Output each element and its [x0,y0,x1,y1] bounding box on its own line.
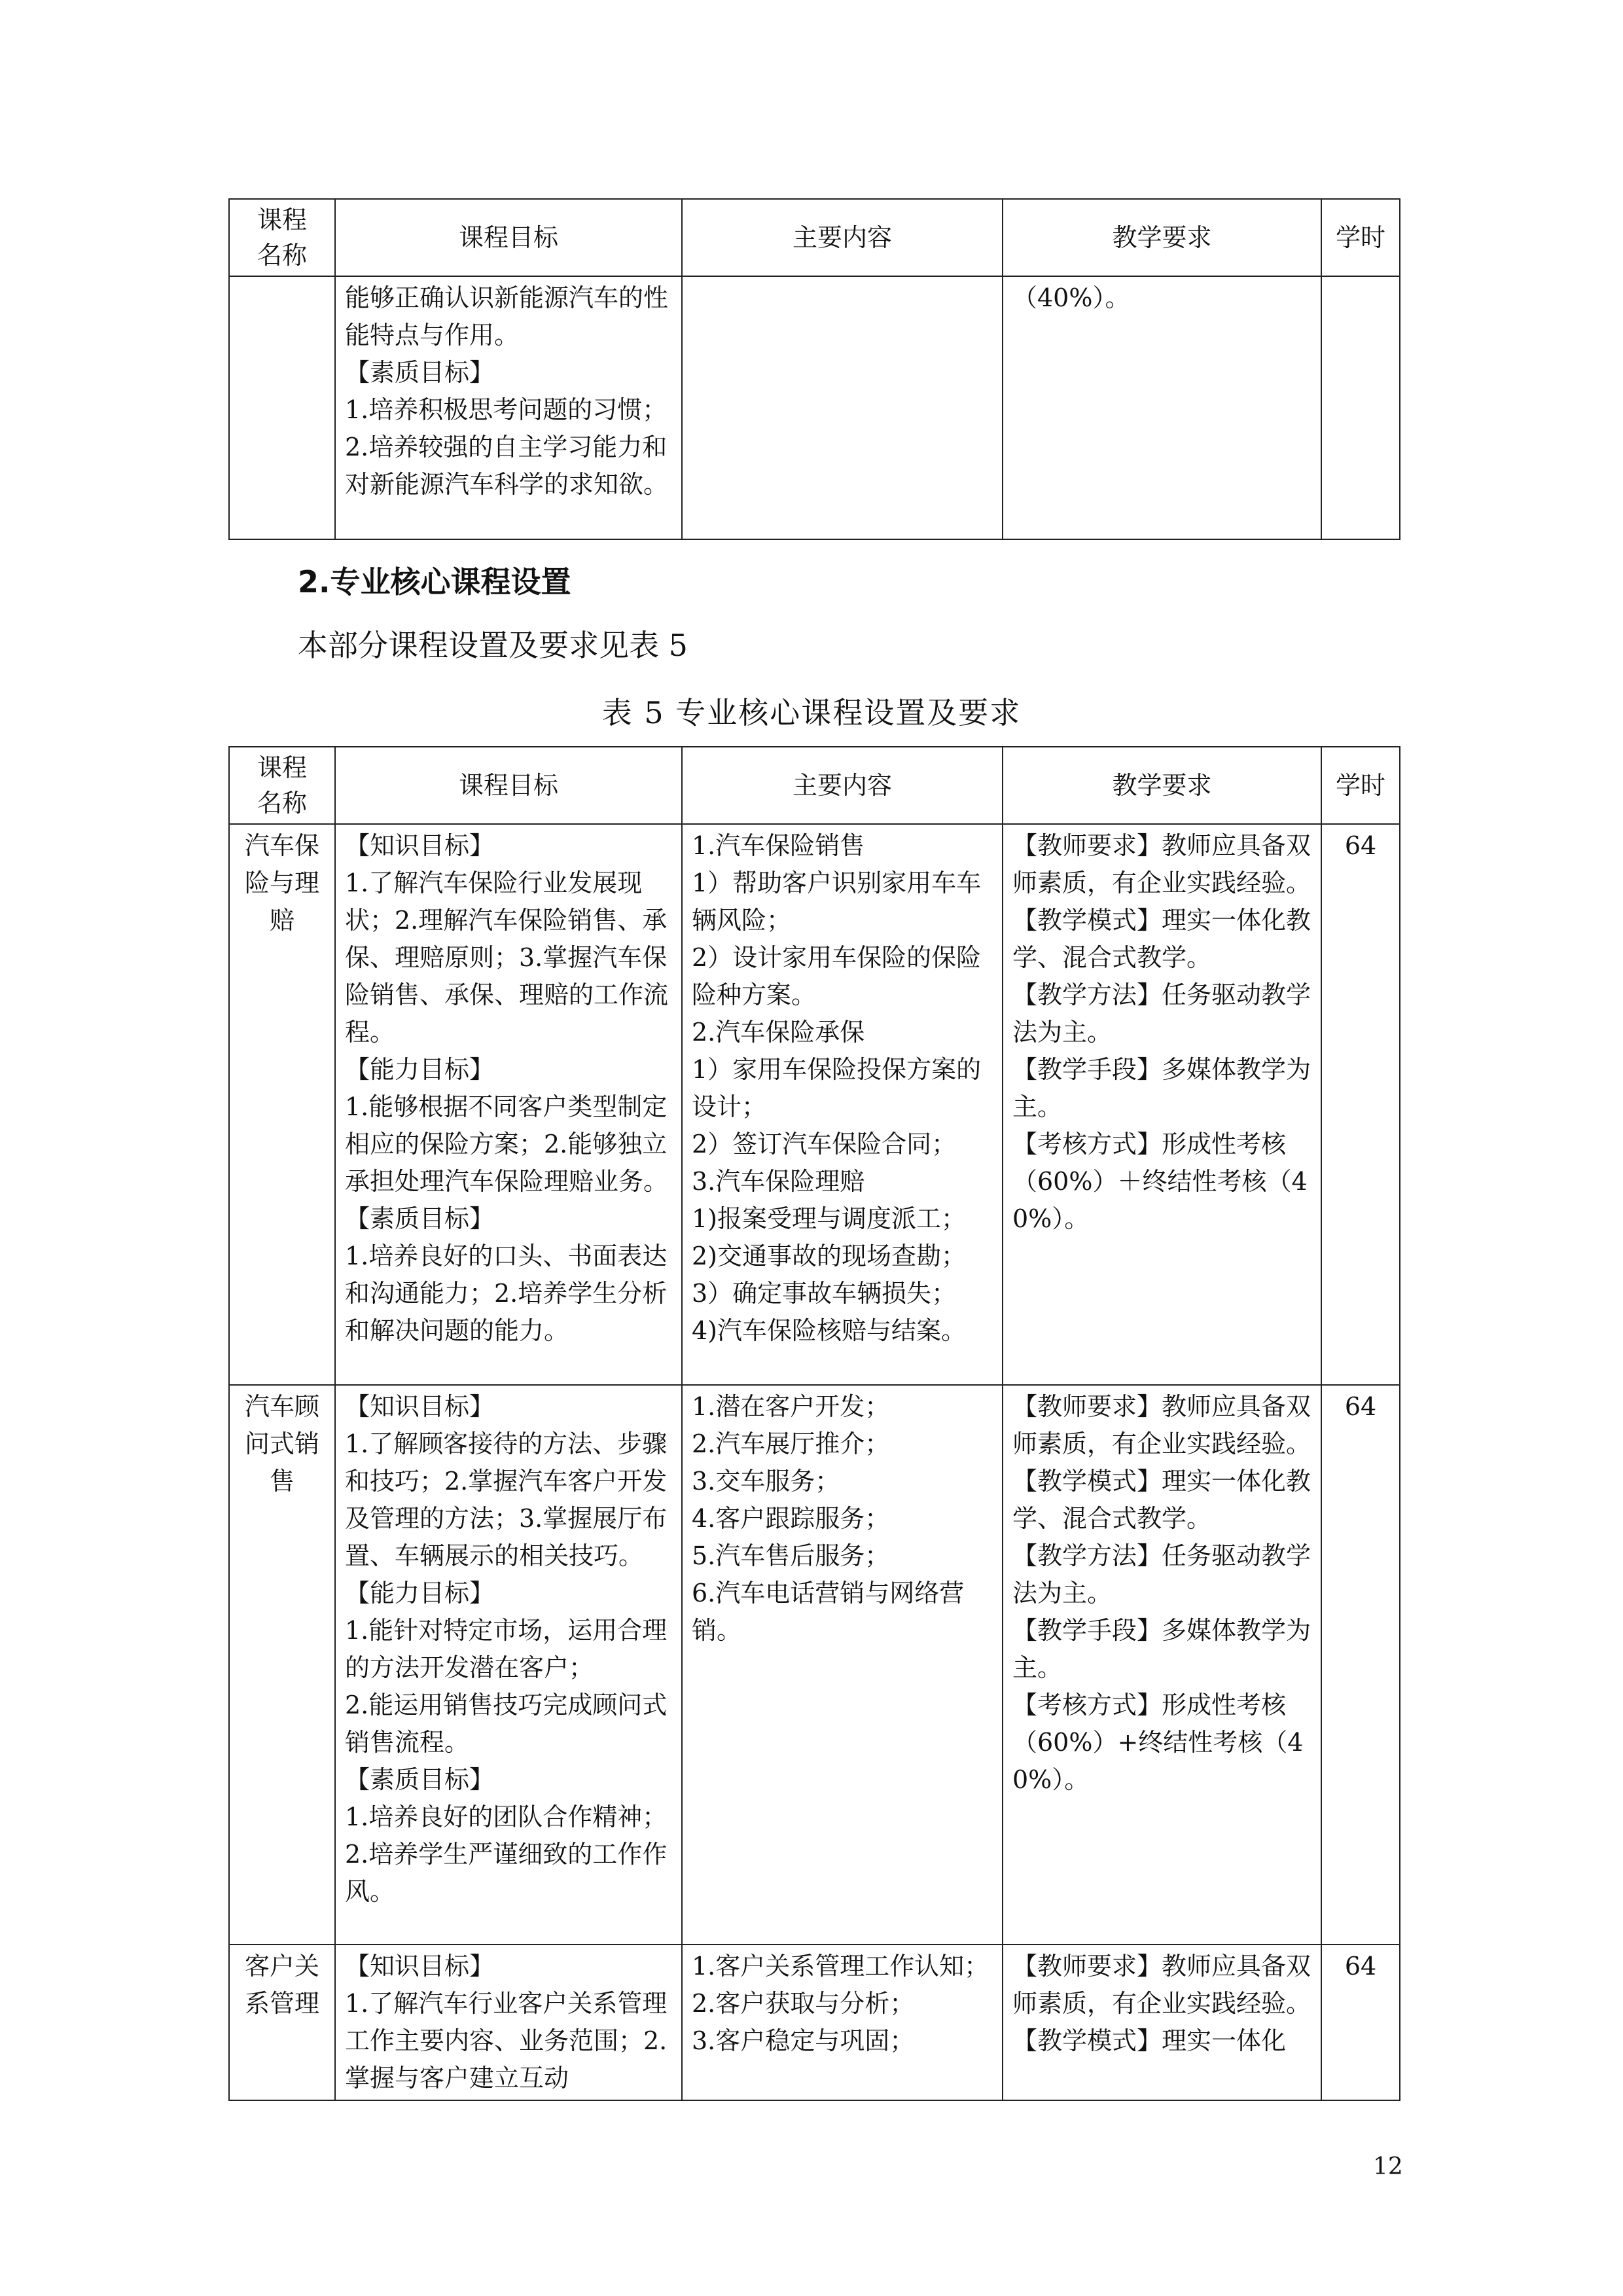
table-row [229,1385,1400,1945]
header-teaching-requirements: 教学要求 [1003,747,1321,824]
table-caption: 表 5 专业核心课程设置及要求 [601,695,1022,730]
course-goal-cell: 能够正确认识新能源汽车的性能特点与作用。 【素质目标】 1.培养积极思考问题的习惯；2.培养较强的自主学习能力和对新能源汽车科学的求知欲。 [335,276,682,539]
teaching-requirements-cell: 【教师要求】教师应具备双师素质，有企业实践经验。 【教学模式】理实一体化教学、混合式教学。 【教学方法】任务驱动教学法为主。 【教学手段】多媒体教学为主。 【考核方式】形成性考核（60%）+终结性考核（40%）。 [1003,1385,1321,1945]
page-number: 12 [1373,2153,1403,2180]
main-content-cell: 1.客户关系管理工作认知； 2.客户获取与分析； 3.客户稳定与巩固； [682,1945,1003,2100]
hours-cell: 64 [1321,1945,1400,2100]
header-teaching-requirements: 教学要求 [1003,199,1321,276]
table-header-row [229,199,1400,276]
table-header-row [229,747,1400,824]
course-name-cell: 汽车顾 问式销 售 [229,1385,335,1945]
course-goal-cell: 【知识目标】 1.了解顾客接待的方法、步骤和技巧；2.掌握汽车客户开发及管理的方法；3.掌握展厅布置、车辆展示的相关技巧。 【能力目标】 1.能针对特定市场，运用合理的方法开发潜在客户； 2.能运用销售技巧完成顾问式销售流程。 【素质目标】 1.培养良好的团队合作精神；2.培养学生严谨细致的工作作风。 [335,1385,682,1945]
hours-cell: 64 [1321,824,1400,1385]
header-main-content: 主要内容 [682,199,1003,276]
header-hours: 学时 [1321,747,1400,824]
course-name-cell [229,276,335,539]
continued-course-table [228,198,1400,540]
header-course-goal: 课程目标 [335,199,682,276]
header-hours: 学时 [1321,199,1400,276]
hours-cell: 64 [1321,1385,1400,1945]
section-heading: 2.专业核心课程设置 [298,564,571,600]
teaching-requirements-cell: 【教师要求】教师应具备双师素质，有企业实践经验。 【教学模式】理实一体化教学、混合式教学。 【教学方法】任务驱动教学法为主。 【教学手段】多媒体教学为主。 【考核方式】形成性考核（60%）＋终结性考核（40%）。 [1003,824,1321,1385]
teaching-requirements-cell: 【教师要求】教师应具备双师素质，有企业实践经验。 【教学模式】理实一体化 [1003,1945,1321,2100]
course-name-cell: 汽车保 险与理 赔 [229,824,335,1385]
header-course-goal: 课程目标 [335,747,682,824]
course-name-cell: 客户关 系管理 [229,1945,335,2100]
core-course-table [228,746,1400,2101]
table-row [229,1945,1400,2100]
header-main-content: 主要内容 [682,747,1003,824]
course-goal-cell: 【知识目标】 1.了解汽车保险行业发展现状；2.理解汽车保险销售、承保、理赔原则；3.掌握汽车保险销售、承保、理赔的工作流程。 【能力目标】 1.能够根据不同客户类型制定相应的保险方案；2.能够独立承担处理汽车保险理赔业务。 【素质目标】 1.培养良好的口头、书面表达和沟通能力；2.培养学生分析和解决问题的能力。 [335,824,682,1385]
hours-cell [1321,276,1400,539]
course-goal-cell: 【知识目标】 1.了解汽车行业客户关系管理工作主要内容、业务范围；2.掌握与客户建立互动 [335,1945,682,2100]
teaching-requirements-cell: （40%）。 [1003,276,1321,539]
main-content-cell: 1.潜在客户开发； 2.汽车展厅推介； 3.交车服务； 4.客户跟踪服务； 5.汽车售后服务； 6.汽车电话营销与网络营销。 [682,1385,1003,1945]
table-row [229,276,1400,539]
intro-text: 本部分课程设置及要求见表 5 [298,628,688,663]
table-row [229,824,1400,1385]
header-course-name: 课程 名称 [229,199,335,276]
main-content-cell [682,276,1003,539]
header-course-name: 课程 名称 [229,747,335,824]
main-content-cell: 1.汽车保险销售 1）帮助客户识别家用车车辆风险； 2）设计家用车保险的保险险种方案。 2.汽车保险承保 1）家用车保险投保方案的设计； 2）签订汽车保险合同； 3.汽车保险理赔 1)报案受理与调度派工； 2)交通事故的现场查勘； 3）确定事故车辆损失； 4)汽车保险核赔与结案。 [682,824,1003,1385]
